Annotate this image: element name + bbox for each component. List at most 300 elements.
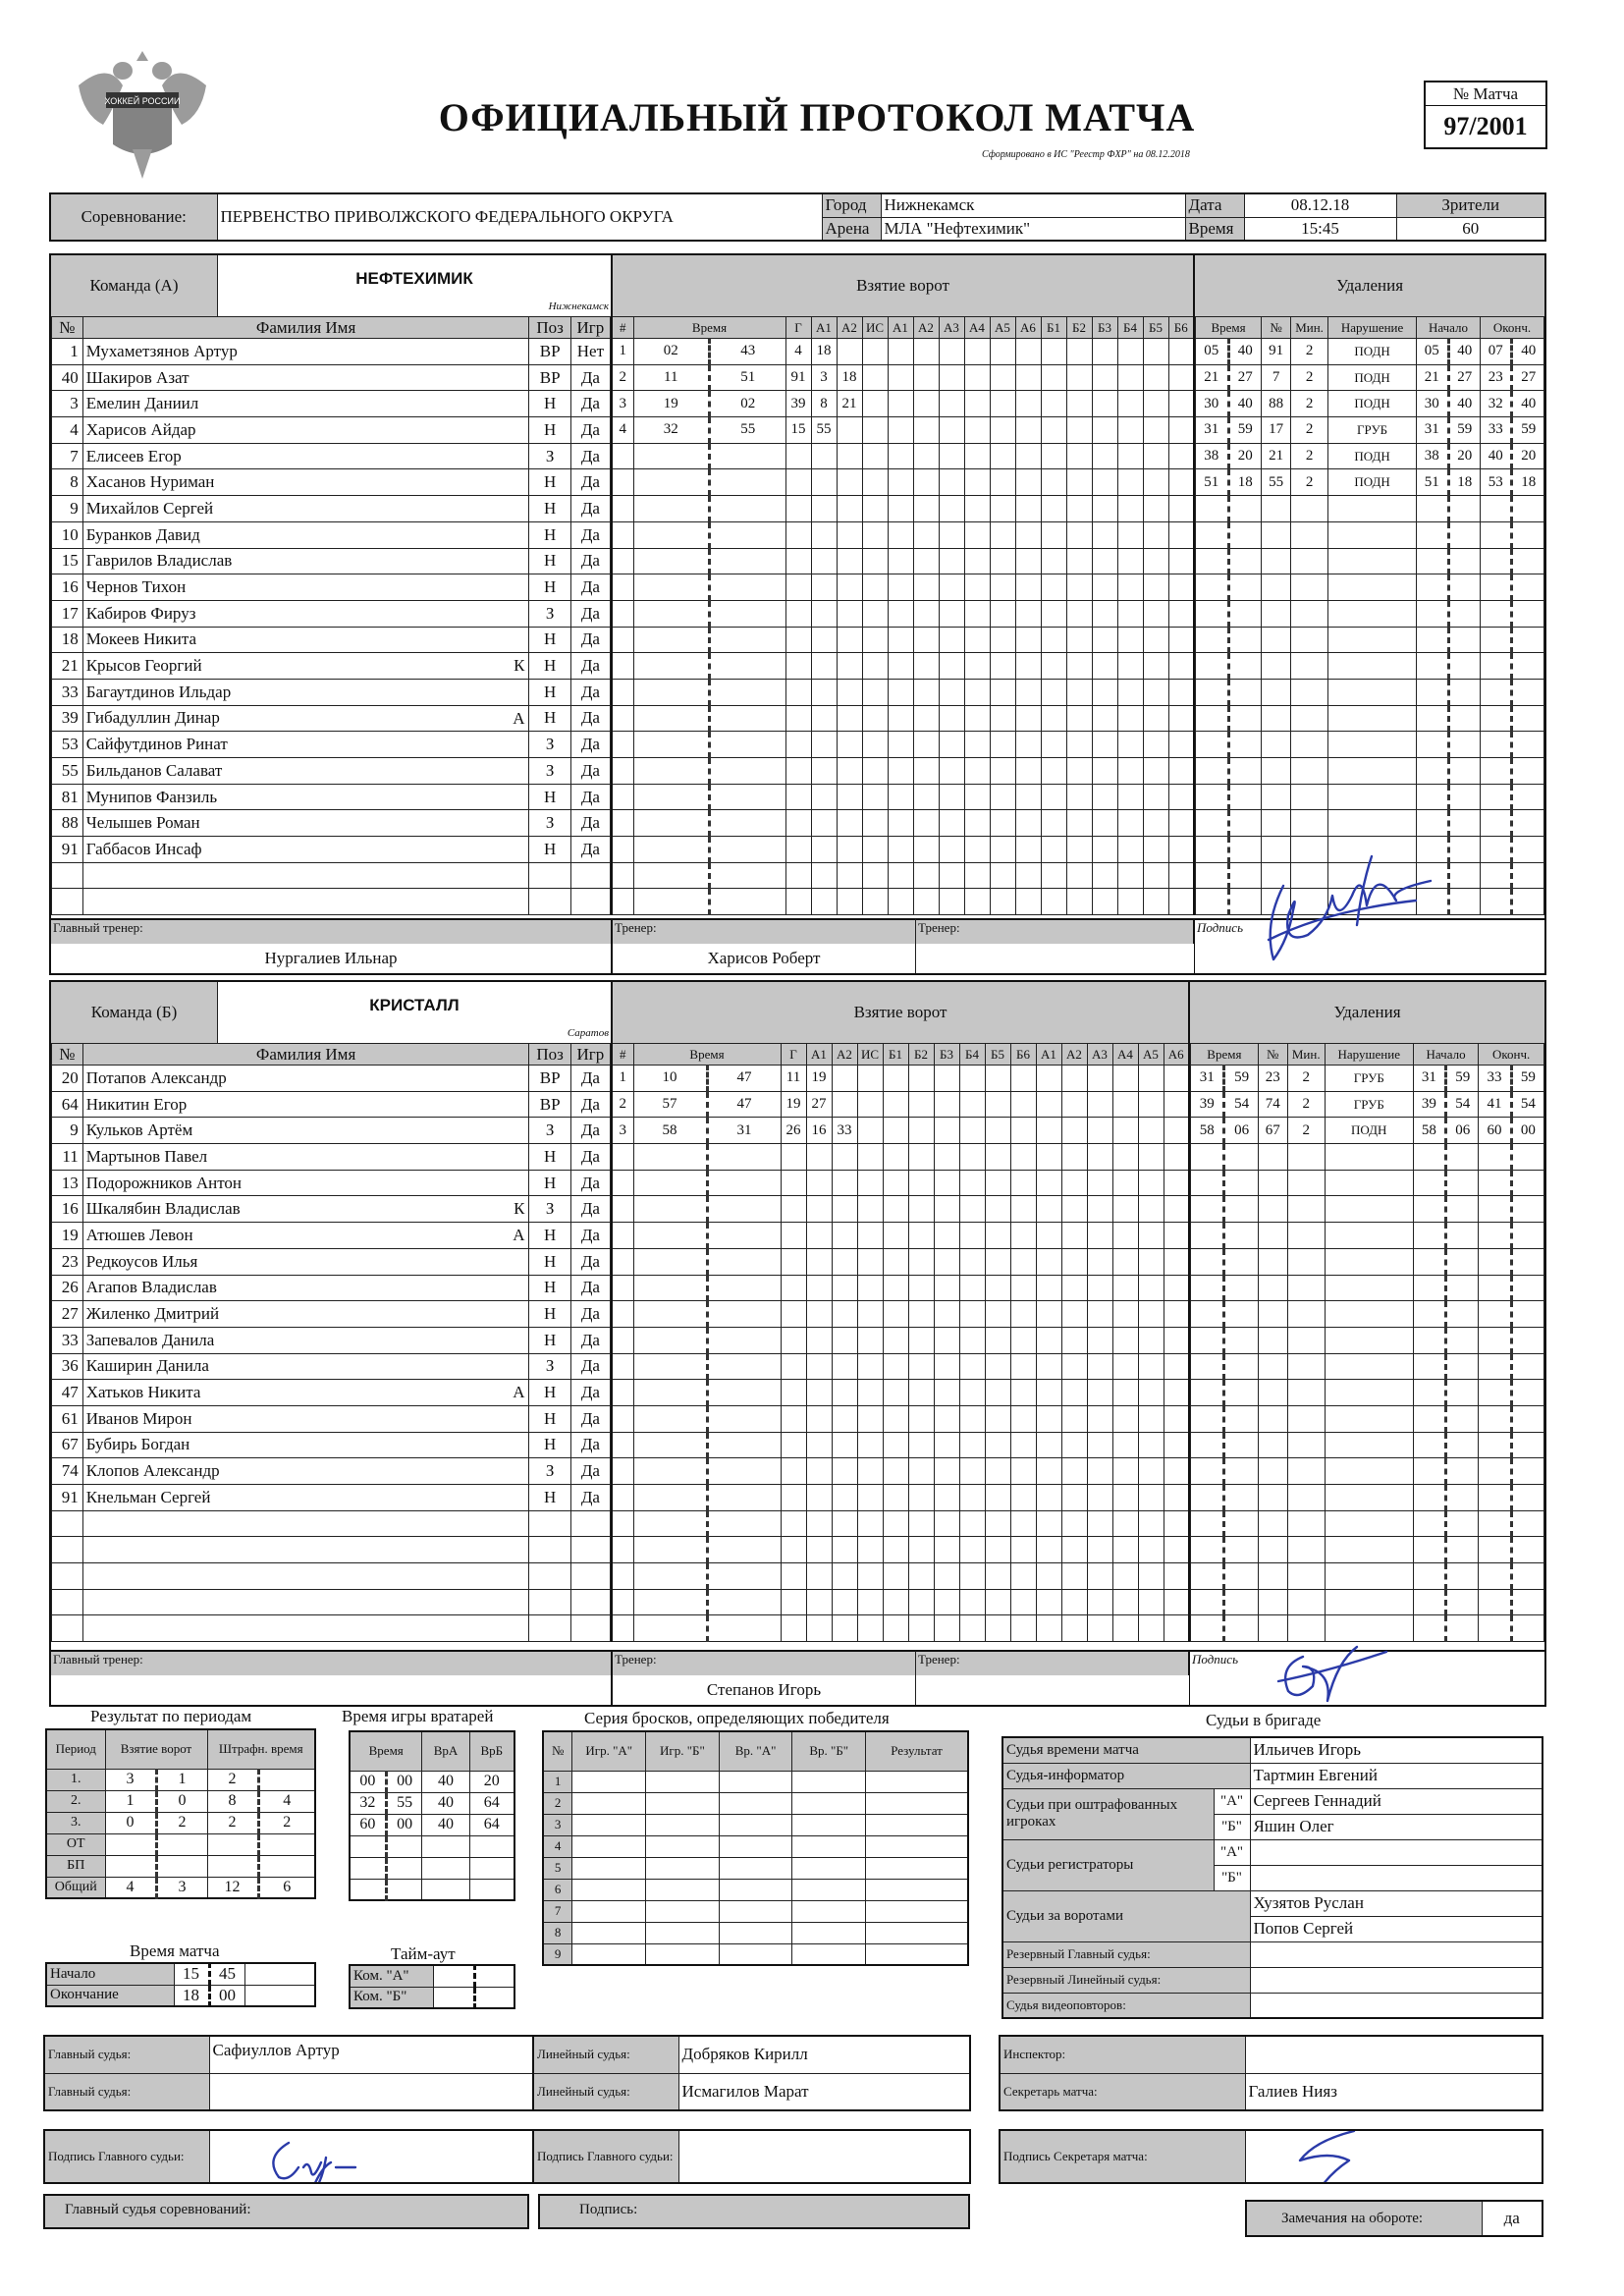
goal-cell xyxy=(913,496,939,522)
penalty-infraction xyxy=(1328,732,1417,758)
goal-minute: 10 xyxy=(633,1066,707,1092)
penalty-end-sec xyxy=(1512,574,1544,601)
goal-assist-1 xyxy=(806,1223,832,1249)
player-row xyxy=(52,364,611,391)
goal-minute xyxy=(633,837,710,863)
player-name-text: Багаутдинов Ильдар xyxy=(85,682,232,701)
penalty-minute: 30 xyxy=(1196,391,1229,417)
chief-referee-label: Главный судья соревнований: xyxy=(65,2202,251,2217)
timekeeper-label: Судья времени матча xyxy=(1002,1737,1250,1763)
goal-index xyxy=(612,1275,633,1301)
goal-scorer xyxy=(781,1301,806,1328)
goal-cell xyxy=(1010,1380,1036,1406)
penalty-row xyxy=(1191,1091,1544,1118)
penalty-infraction: ПОДН xyxy=(1328,391,1417,417)
goal-cell xyxy=(959,1589,985,1615)
shootout-row xyxy=(543,1922,968,1943)
match-start-minutes: 45 xyxy=(209,1963,244,1985)
goal-assist-1 xyxy=(811,443,837,469)
penalty-minutes xyxy=(1291,548,1328,574)
player-number xyxy=(52,1615,83,1642)
period-name: ОТ xyxy=(46,1833,105,1855)
player-row xyxy=(52,1405,611,1432)
goal-second xyxy=(710,732,786,758)
team-b-head-coach-box xyxy=(51,1650,611,1705)
goal-cell xyxy=(1087,1091,1112,1118)
goal-cell xyxy=(985,1537,1010,1563)
goal-cell xyxy=(1112,1223,1138,1249)
player-name-text: Бубирь Богдан xyxy=(85,1435,190,1454)
penalty-start-sec xyxy=(1448,548,1480,574)
reserve-line-label: Резервный Линейный судья: xyxy=(1002,1967,1250,1993)
period-pen-a: 12 xyxy=(207,1877,258,1898)
player-name xyxy=(82,1563,529,1590)
goal-assist-2 xyxy=(832,1170,857,1196)
goal-cell xyxy=(1015,732,1041,758)
period-row xyxy=(46,1877,315,1898)
goal-cell xyxy=(913,391,939,417)
goal-cell xyxy=(959,1118,985,1144)
goal-assist-1 xyxy=(811,784,837,810)
goal-cell xyxy=(883,1118,908,1144)
penalty-row xyxy=(1191,1248,1544,1275)
period-pen-b: 6 xyxy=(258,1877,315,1898)
goal-row xyxy=(612,1248,1189,1275)
goal-cell xyxy=(913,679,939,705)
player-name-text: Гаврилов Владислав xyxy=(85,551,233,571)
player-name xyxy=(82,1432,529,1458)
goal-assist-1 xyxy=(806,1380,832,1406)
goal-cell xyxy=(908,1248,934,1275)
goal-cell xyxy=(888,417,913,444)
goal-cell xyxy=(985,1144,1010,1171)
penalty-infraction xyxy=(1325,1144,1413,1171)
penalty-start-sec: 40 xyxy=(1448,391,1480,417)
goals-col-header: А5 xyxy=(990,317,1015,339)
goal-scorer xyxy=(781,1485,806,1511)
penalty-player: 21 xyxy=(1262,443,1291,469)
goal-scorer xyxy=(781,1615,806,1642)
goal-second xyxy=(710,521,786,548)
goal-assist-2 xyxy=(837,784,862,810)
penalty-minute xyxy=(1196,496,1229,522)
penalty-player xyxy=(1262,548,1291,574)
player-row xyxy=(52,784,611,810)
penalty-minute xyxy=(1191,1485,1224,1511)
goal-cell xyxy=(883,1327,908,1353)
penalty-second: 27 xyxy=(1228,364,1262,391)
goal-assist-1: 27 xyxy=(806,1091,832,1118)
player-name-text: Подорожников Антон xyxy=(85,1173,243,1192)
goal-cell xyxy=(1010,1144,1036,1171)
penalty-player xyxy=(1262,627,1291,653)
penalty-minute xyxy=(1191,1432,1224,1458)
penalty-start-min xyxy=(1413,1405,1445,1432)
player-number xyxy=(52,1589,83,1615)
goal-assist-2 xyxy=(837,862,862,889)
goal-scorer xyxy=(781,1275,806,1301)
goals-col-header: Б5 xyxy=(1143,317,1168,339)
goal-second xyxy=(710,653,786,680)
goals-col-header: А6 xyxy=(1015,317,1041,339)
penalty-end-min xyxy=(1479,1275,1511,1301)
penalty-start-min xyxy=(1413,1615,1445,1642)
goal-cell xyxy=(959,1248,985,1275)
penalty-second xyxy=(1228,732,1262,758)
timeout-a-label: Ком. "А" xyxy=(350,1965,433,1987)
goal-cell xyxy=(1092,758,1117,785)
goal-cell xyxy=(1112,1170,1138,1196)
period-goals-b xyxy=(156,1833,207,1855)
player-number: 26 xyxy=(52,1275,83,1301)
goal-second xyxy=(707,1485,781,1511)
goal-cell xyxy=(857,1380,883,1406)
goal-cell xyxy=(1117,339,1143,365)
penalty-start-min xyxy=(1417,758,1448,785)
goal-assist-2 xyxy=(832,1458,857,1485)
player-name xyxy=(82,1510,529,1537)
goal-cell xyxy=(913,653,939,680)
goal-row xyxy=(612,784,1194,810)
goal-cell xyxy=(1092,732,1117,758)
goal-minute xyxy=(633,810,710,837)
goal-cell xyxy=(1138,1301,1164,1328)
goal-minute xyxy=(633,548,710,574)
penalty-start-min xyxy=(1417,521,1448,548)
player-plays: Да xyxy=(570,600,610,627)
team-a-penalties-grid xyxy=(1195,316,1544,915)
player-plays: Да xyxy=(570,417,610,444)
period-goals-b: 2 xyxy=(156,1812,207,1833)
player-plays: Да xyxy=(570,784,610,810)
penalty-minutes xyxy=(1287,1563,1325,1590)
goal-cell xyxy=(1066,339,1092,365)
penalty-player: 88 xyxy=(1262,391,1291,417)
team-a-head-coach-box xyxy=(51,918,611,973)
shootout-cell xyxy=(719,1900,792,1922)
goal-cell xyxy=(1164,1170,1189,1196)
penalty-minutes xyxy=(1291,705,1328,732)
player-plays: Да xyxy=(570,1196,610,1223)
shootout-cell xyxy=(646,1922,720,1943)
goal-cell xyxy=(1143,496,1168,522)
goal-second: 31 xyxy=(707,1118,781,1144)
player-position: Н xyxy=(529,521,570,548)
shootout-row xyxy=(543,1792,968,1814)
goal-row xyxy=(612,653,1194,680)
remarks-label: Замечания на обороте: xyxy=(1246,2201,1482,2236)
competition-value: ПЕРВЕНСТВО ПРИВОЛЖСКОГО ФЕДЕРАЛЬНОГО ОКРУГА xyxy=(217,193,822,241)
goal-assist-2 xyxy=(832,1589,857,1615)
goal-cell xyxy=(990,339,1015,365)
player-number: 18 xyxy=(52,627,83,653)
player-plays: Да xyxy=(570,1485,610,1511)
goalie-row xyxy=(350,1879,514,1900)
penalty-end-min xyxy=(1479,1301,1511,1328)
penalty-infraction xyxy=(1325,1275,1413,1301)
player-row xyxy=(52,1223,611,1249)
goal-scorer xyxy=(781,1589,806,1615)
player-number: 91 xyxy=(52,837,83,863)
penalty-start-sec: 54 xyxy=(1446,1091,1479,1118)
shootout-cell xyxy=(866,1814,968,1835)
player-name-text: Хасанов Нуриман xyxy=(85,472,215,492)
goal-assist-1 xyxy=(811,574,837,601)
goal-judges-label: Судьи за воротами xyxy=(1002,1890,1250,1941)
team-b-coach1: Степанов Игорь xyxy=(613,1675,915,1705)
goal-cell xyxy=(1168,784,1194,810)
penalty-minute xyxy=(1196,784,1229,810)
player-name xyxy=(82,1196,529,1223)
penalty-end-sec xyxy=(1512,784,1544,810)
penalty-end-min xyxy=(1481,837,1512,863)
goal-assist-1 xyxy=(811,600,837,627)
goal-cell xyxy=(908,1615,934,1642)
shootout-cell xyxy=(792,1835,866,1857)
goal-cell xyxy=(964,574,990,601)
goal-cell xyxy=(1092,521,1117,548)
goal-cell xyxy=(908,1170,934,1196)
goal-cell xyxy=(888,496,913,522)
penalty-minutes xyxy=(1291,496,1328,522)
player-number: 40 xyxy=(52,364,83,391)
match-number: 97/2001 xyxy=(1443,112,1528,140)
player-number xyxy=(52,1510,83,1537)
officials-table xyxy=(1001,1736,1543,2019)
goal-cell xyxy=(1010,1091,1036,1118)
shootout-cell xyxy=(646,1900,720,1922)
penalty-start-sec xyxy=(1448,784,1480,810)
goal-index xyxy=(612,443,633,469)
goal-second xyxy=(710,862,786,889)
player-number: 33 xyxy=(52,1327,83,1353)
goal-assist-2 xyxy=(832,1301,857,1328)
goal-cell xyxy=(934,1066,959,1092)
player-position: Н xyxy=(529,1223,570,1249)
penalty-row xyxy=(1196,496,1544,522)
goal-cell xyxy=(908,1066,934,1092)
penalty-b-tag: "Б" xyxy=(1214,1814,1250,1839)
penalty-infraction xyxy=(1328,758,1417,785)
penalty-minute xyxy=(1196,732,1229,758)
player-number xyxy=(52,1537,83,1563)
goal-cell xyxy=(1143,810,1168,837)
goal-cell xyxy=(1168,889,1194,915)
goal-cell xyxy=(862,758,888,785)
penalty-end-min xyxy=(1479,1589,1511,1615)
shootout-cell xyxy=(572,1814,646,1835)
goal-cell xyxy=(1061,1275,1087,1301)
goal-cell xyxy=(1015,469,1041,496)
goal-cell xyxy=(934,1432,959,1458)
goal-cell xyxy=(908,1458,934,1485)
goal-cell xyxy=(964,784,990,810)
penalty-second xyxy=(1224,1327,1258,1353)
goal-cell xyxy=(1138,1327,1164,1353)
player-plays xyxy=(570,1510,610,1537)
goal-cell xyxy=(1066,443,1092,469)
player-position: З xyxy=(529,1353,570,1380)
goal-cell xyxy=(990,758,1015,785)
penalty-end-min: 53 xyxy=(1481,469,1512,496)
shootout-table xyxy=(542,1730,969,1966)
goal-cell xyxy=(1138,1405,1164,1432)
goal-row xyxy=(612,837,1194,863)
goal-row xyxy=(612,1144,1189,1171)
goal-cell xyxy=(1138,1091,1164,1118)
shootout-cell xyxy=(866,1771,968,1792)
period-name: 2. xyxy=(46,1790,105,1812)
secretary-name: Галиев Нияз xyxy=(1245,2073,1543,2110)
penalty-end-sec xyxy=(1511,1223,1543,1249)
goal-cell xyxy=(1164,1485,1189,1511)
goal-cell xyxy=(1138,1510,1164,1537)
player-name-text: Шакиров Азат xyxy=(85,367,189,387)
goals-col-header: Б4 xyxy=(959,1044,985,1066)
penalty-end-sec xyxy=(1512,496,1544,522)
goalie-col-a: ВрА xyxy=(422,1731,469,1771)
goal-cell xyxy=(888,758,913,785)
goal-cell xyxy=(1087,1144,1112,1171)
penalty-second: 59 xyxy=(1228,417,1262,444)
goal-cell xyxy=(990,574,1015,601)
goal-cell xyxy=(883,1196,908,1223)
goal-index xyxy=(612,469,633,496)
goal-scorer xyxy=(781,1458,806,1485)
player-number: 16 xyxy=(52,574,83,601)
goal-cell xyxy=(1092,837,1117,863)
goal-cell xyxy=(1015,496,1041,522)
player-name-text: Бильданов Салават xyxy=(85,760,223,780)
penalty-end-min xyxy=(1479,1196,1511,1223)
player-name-text: Кабиров Фируз xyxy=(85,603,196,623)
goal-cell xyxy=(1015,653,1041,680)
penalty-end-sec xyxy=(1511,1563,1543,1590)
goal-minute xyxy=(633,1144,707,1171)
penalty-end-sec xyxy=(1512,889,1544,915)
arena-value: МЛА "Нефтехимик" xyxy=(881,217,1185,241)
goal-cell xyxy=(1138,1144,1164,1171)
goal-cell xyxy=(857,1485,883,1511)
penalty-start-sec xyxy=(1448,653,1480,680)
goal-cell xyxy=(1066,862,1092,889)
penalty-minute: 51 xyxy=(1196,469,1229,496)
goal-cell xyxy=(1117,364,1143,391)
goal-index xyxy=(612,521,633,548)
penalty-end-min: 23 xyxy=(1481,364,1512,391)
goal-cell xyxy=(939,862,964,889)
player-row xyxy=(52,1537,611,1563)
penalty-minute xyxy=(1196,574,1229,601)
penalty-start-min xyxy=(1413,1589,1445,1615)
penalty-start-sec xyxy=(1446,1170,1479,1196)
registrars-b-tag: "Б" xyxy=(1214,1865,1250,1890)
goal-scorer xyxy=(781,1144,806,1171)
goal-cell xyxy=(888,627,913,653)
player-row xyxy=(52,1091,611,1118)
goal-assist-1 xyxy=(811,627,837,653)
goal-index xyxy=(612,1615,633,1642)
player-plays xyxy=(570,1537,610,1563)
goal-minute xyxy=(633,1170,707,1196)
penalty-end-min xyxy=(1479,1380,1511,1406)
time-label: Время xyxy=(1185,217,1244,241)
goals-col-header: Б5 xyxy=(985,1044,1010,1066)
player-plays: Да xyxy=(570,705,610,732)
goal-row xyxy=(612,627,1194,653)
goal-cell xyxy=(1143,837,1168,863)
goal-cell xyxy=(1036,1248,1061,1275)
penalty-minute xyxy=(1196,521,1229,548)
goal-cell xyxy=(1036,1066,1061,1092)
player-name-text: Мокеев Никита xyxy=(85,629,197,649)
goals-col-header: # xyxy=(612,317,633,339)
goal-row xyxy=(612,496,1194,522)
shootout-cell xyxy=(719,1771,792,1792)
goal-index: 3 xyxy=(612,391,633,417)
goal-cell xyxy=(913,862,939,889)
goal-cell xyxy=(1066,574,1092,601)
team-a-header xyxy=(51,255,611,316)
goal-assist-2: 21 xyxy=(837,391,862,417)
col-name: Фамилия Имя xyxy=(82,1044,529,1066)
penalty-infraction xyxy=(1325,1485,1413,1511)
player-name xyxy=(82,1327,529,1353)
goal-cell xyxy=(990,810,1015,837)
goal-cell xyxy=(964,679,990,705)
period-goals-a: 3 xyxy=(105,1769,156,1790)
penalty-infraction xyxy=(1328,521,1417,548)
player-number: 91 xyxy=(52,1485,83,1511)
player-name xyxy=(82,521,529,548)
goal-scorer xyxy=(785,784,811,810)
team-b-label: Команда (Б) xyxy=(51,982,218,1043)
goal-cell xyxy=(913,364,939,391)
goal-row xyxy=(612,574,1194,601)
shootout-cell xyxy=(572,1943,646,1965)
goal-cell xyxy=(888,810,913,837)
player-plays: Да xyxy=(570,810,610,837)
goal-cell xyxy=(964,600,990,627)
goal-cell xyxy=(1143,732,1168,758)
penalty-row xyxy=(1196,705,1544,732)
col-num: № xyxy=(52,317,83,339)
goal-minute xyxy=(633,1485,707,1511)
coach-label: Тренер: xyxy=(918,1652,960,1667)
goal-cell xyxy=(1015,862,1041,889)
goal-assist-1: 16 xyxy=(806,1118,832,1144)
goal-cell xyxy=(1092,679,1117,705)
penalty-minutes xyxy=(1291,732,1328,758)
match-end-hours: 18 xyxy=(174,1985,209,2006)
goal-cell xyxy=(959,1275,985,1301)
goal-index xyxy=(612,653,633,680)
goal-scorer xyxy=(781,1353,806,1380)
goal-cell xyxy=(857,1537,883,1563)
goals-col-header: Г xyxy=(781,1044,806,1066)
goalie-second: 00 xyxy=(386,1814,422,1835)
goal-assist-2 xyxy=(837,600,862,627)
goal-assist-2 xyxy=(837,443,862,469)
penalty-end-sec: 20 xyxy=(1512,443,1544,469)
timeout-b-label: Ком. "Б" xyxy=(350,1987,433,2008)
goal-cell xyxy=(959,1196,985,1223)
penalty-player xyxy=(1262,810,1291,837)
goal-cell xyxy=(939,600,964,627)
spectators-value: 60 xyxy=(1396,217,1545,241)
team-b-header xyxy=(51,982,611,1043)
penalty-minutes: 2 xyxy=(1291,391,1328,417)
